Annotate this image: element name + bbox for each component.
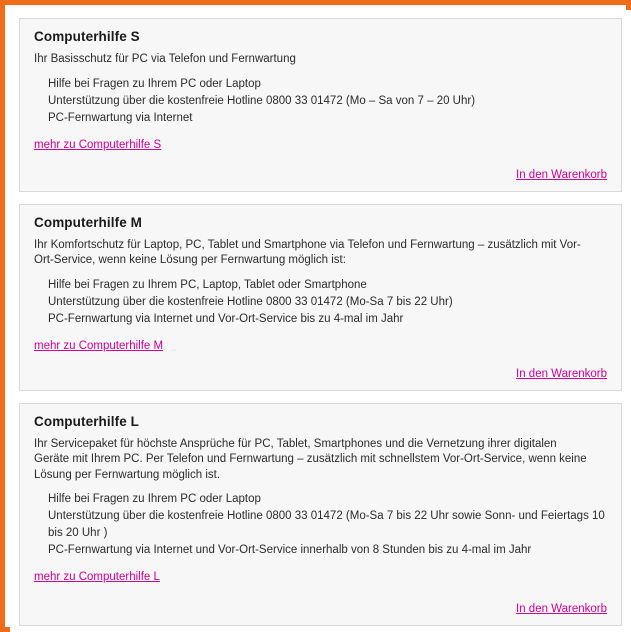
add-to-cart-link[interactable]: In den Warenkorb — [516, 168, 607, 181]
cart-row — [34, 364, 607, 382]
product-title: Computerhilfe L — [34, 413, 139, 429]
cart-row — [34, 599, 607, 617]
product-subtitle: Ihr Basisschutz für PC via Telefon und Fernwartung — [34, 53, 296, 65]
add-to-cart-link[interactable]: In den Warenkorb — [516, 367, 607, 380]
list-item: PC-Fernwartung via Internet und Vor-Ort-Service innerhalb von 8 Stunden bis zu 4-mal im Jahr — [48, 544, 532, 556]
more-info-link[interactable]: mehr zu Computerhilfe L — [34, 571, 160, 583]
product-features — [34, 491, 607, 559]
list-item: Hilfe bei Fragen zu Ihrem PC oder Laptop — [48, 77, 261, 90]
product-card-l — [19, 403, 622, 627]
list-item: Hilfe bei Fragen zu Ihrem PC, Laptop, Tablet oder Smartphone — [48, 278, 367, 291]
list-item: PC-Fernwartung via Internet — [48, 111, 193, 124]
list-item: PC-Fernwartung via Internet und Vor-Ort-Service bis zu 4-mal im Jahr — [48, 312, 404, 325]
product-subtitle: Ihr Komfortschutz für Laptop, PC, Tablet und Smartphone via Telefon und Fernwartung – zusätzlich mit Vor-Ort-Service, wenn keine Lösung per Fernwartung möglich ist: — [34, 238, 581, 266]
product-features — [34, 277, 607, 328]
cart-row — [34, 165, 607, 183]
list-item: Unterstützung über die kostenfreie Hotline 0800 33 01472 (Mo-Sa 7 bis 22 Uhr) — [48, 295, 453, 308]
product-title: Computerhilfe M — [34, 214, 142, 230]
add-to-cart-link[interactable]: In den Warenkorb — [516, 603, 607, 615]
product-card-s — [19, 18, 622, 192]
more-info-link[interactable]: mehr zu Computerhilfe M — [34, 339, 164, 352]
list-item: Unterstützung über die kostenfreie Hotline 0800 33 01472 (Mo-Sa 7 bis 22 Uhr sowie Sonn- und Feiertags 10 bis 20 Uhr ) — [48, 510, 605, 539]
product-title: Computerhilfe S — [34, 29, 140, 44]
product-subtitle: Ihr Servicepaket für höchste Ansprüche für PC, Tablet, Smartphones und die Vernetzung ihrer digitalen Geräte mit Ihrem PC. Per Telefon und Fernwartung – zusätzlich mit schnellstem Vor-Ort-Service, wenn keine Lösung per Fernwartung möglich ist. — [34, 437, 587, 481]
product-features — [34, 76, 607, 127]
product-list — [10, 10, 631, 632]
product-card-m — [19, 204, 622, 391]
list-item: Hilfe bei Fragen zu Ihrem PC oder Laptop — [48, 493, 261, 505]
list-item: Unterstützung über die kostenfreie Hotline 0800 33 01472 (Mo – Sa von 7 – 20 Uhr) — [48, 94, 476, 107]
more-info-link[interactable]: mehr zu Computerhilfe S — [34, 138, 162, 151]
